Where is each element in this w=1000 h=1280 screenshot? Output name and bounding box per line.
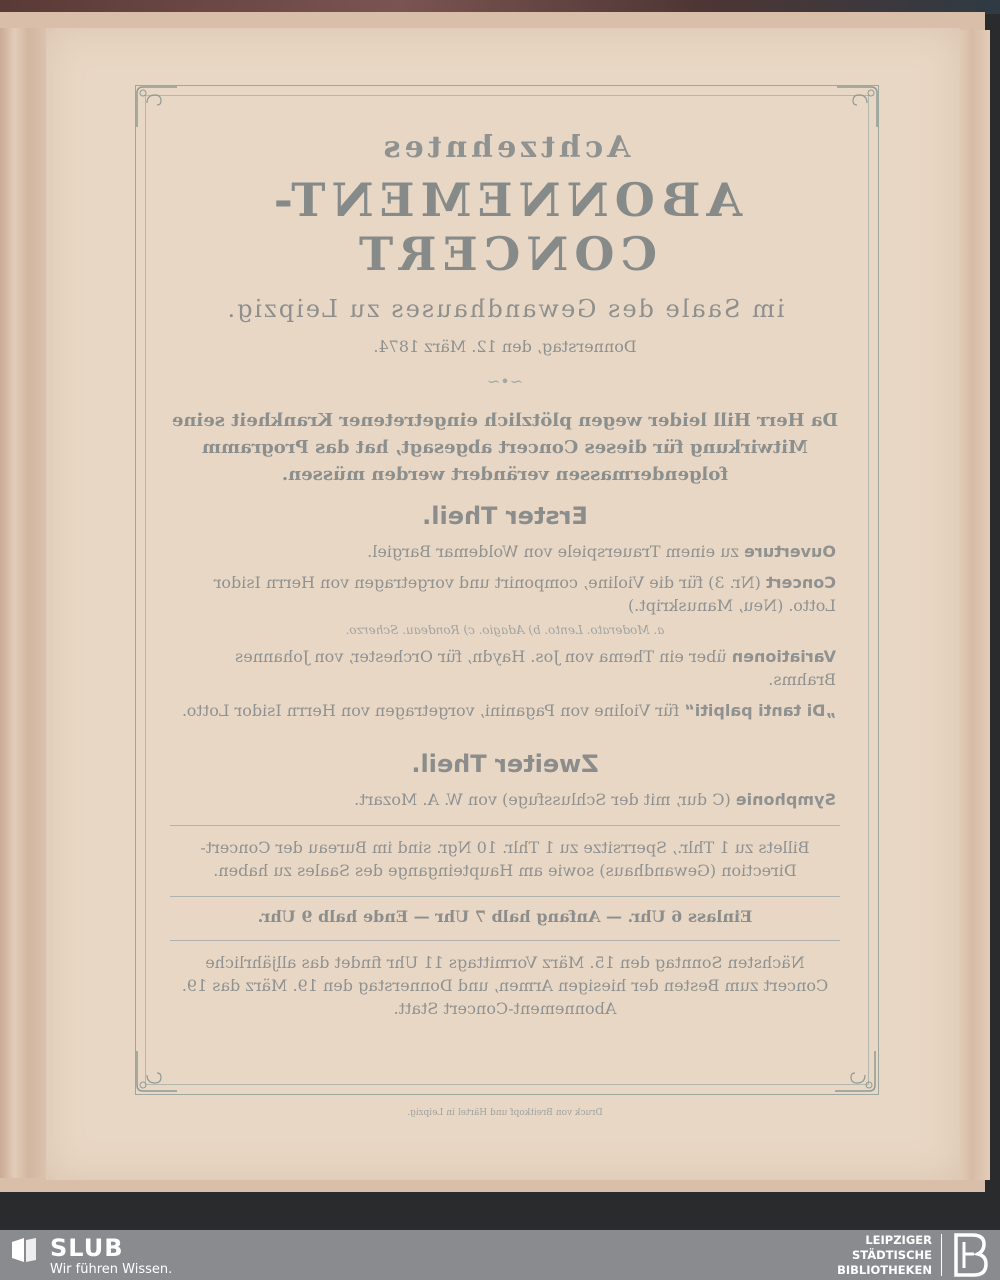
rule xyxy=(170,940,840,941)
mirrored-program-text xyxy=(160,120,850,1020)
library-name-line2: STÄDTISCHE xyxy=(851,1248,932,1262)
program-item-title: Ouverture xyxy=(744,542,836,561)
slub-logo-icon[interactable] xyxy=(10,1236,38,1264)
concert-movements: a. Moderato. Lento. b) Adagio. c) Rondeau. Scherzo. xyxy=(345,623,665,637)
program-item-desc: für Violine von Paganini, vorgetragen von Herrn Isidor Lotto. xyxy=(181,701,680,720)
program-item-title: Concert xyxy=(766,573,836,592)
footer-separator xyxy=(941,1234,942,1276)
program-item xyxy=(170,699,836,722)
program-item xyxy=(170,788,836,811)
program-item-title: Variationen xyxy=(731,647,836,666)
library-name-line1: LEIPZIGER xyxy=(865,1233,932,1247)
ornamental-divider: ~•~ xyxy=(486,372,524,391)
corner-ornament-bottom-left xyxy=(133,1047,181,1095)
program-item-desc: zu einem Trauerspiele von Woldemar Bargiel. xyxy=(367,542,739,561)
concert-date: Donnerstag, den 12. März 1874. xyxy=(373,337,637,356)
program-item-title: „Di tanti palpiti“ xyxy=(684,701,836,720)
slub-subtitle: Wir führen Wissen. xyxy=(50,1262,173,1277)
slub-title[interactable]: SLUB xyxy=(50,1234,124,1262)
program-item-desc: (C dur, mit der Schlussfuge) von W. A. Mozart. xyxy=(354,790,731,809)
library-name[interactable] xyxy=(820,1233,932,1278)
program-item xyxy=(170,540,836,563)
program-item xyxy=(170,571,836,617)
page-stack-left xyxy=(0,28,48,1178)
rule xyxy=(170,896,840,897)
cancellation-notice: Da Herr Hill leider wegen plötzlich eingetretener Krankheit seine Mitwirkung für dieses Concert abgesagt, hat das Programm folgendermassen verändert werden müssen. xyxy=(171,410,839,485)
concert-times: Einlass 6 Uhr. — Anfang halb 7 Uhr — Ende halb 9 Uhr. xyxy=(257,907,753,926)
ticket-info: Billets zu 1 Thlr., Sperrsitze zu 1 Thlr. 10 Ngr. sind im Bureau der Concert-Direction (Gewandhaus) sowie am Haupteingange des Saales zu haben. xyxy=(200,838,810,880)
library-logo-icon[interactable] xyxy=(950,1232,992,1278)
concert-venue: im Saale des Gewandhauses zu Leipzig. xyxy=(225,295,785,323)
program-item-title: Symphonie xyxy=(735,790,836,809)
program-item-desc: (Nr. 3) für die Violine, componirt und vorgetragen von Herrn Isidor Lotto. (Neu, Manuskript.) xyxy=(213,573,836,615)
part-one-heading: Erster Theil. xyxy=(422,502,588,530)
next-concert-info: Nächsten Sonntag den 15. März Vormittags 11 Uhr findet das alljährliche Concert zum Besten der hiesigen Armen, und Donnerstag den 19. März das 19. Abonnement-Concert Statt. xyxy=(181,953,829,1018)
program-item-desc: über ein Thema von Jos. Haydn, für Orchester, von Johannes Brahms. xyxy=(235,647,836,689)
part-two-heading: Zweiter Theil. xyxy=(411,750,599,778)
page-stack-right xyxy=(955,30,990,1180)
corner-ornament-bottom-right xyxy=(831,1047,879,1095)
program-item xyxy=(170,645,836,691)
concert-title: ABONNEMENT-CONCERT xyxy=(267,173,743,281)
library-name-line3: BIBLIOTHEKEN xyxy=(837,1263,932,1277)
rule xyxy=(170,825,840,826)
concert-ordinal: Achtzehntes xyxy=(379,130,631,165)
printer-imprint: Druck von Breitkopf und Härtel in Leipzig. xyxy=(407,1108,603,1118)
